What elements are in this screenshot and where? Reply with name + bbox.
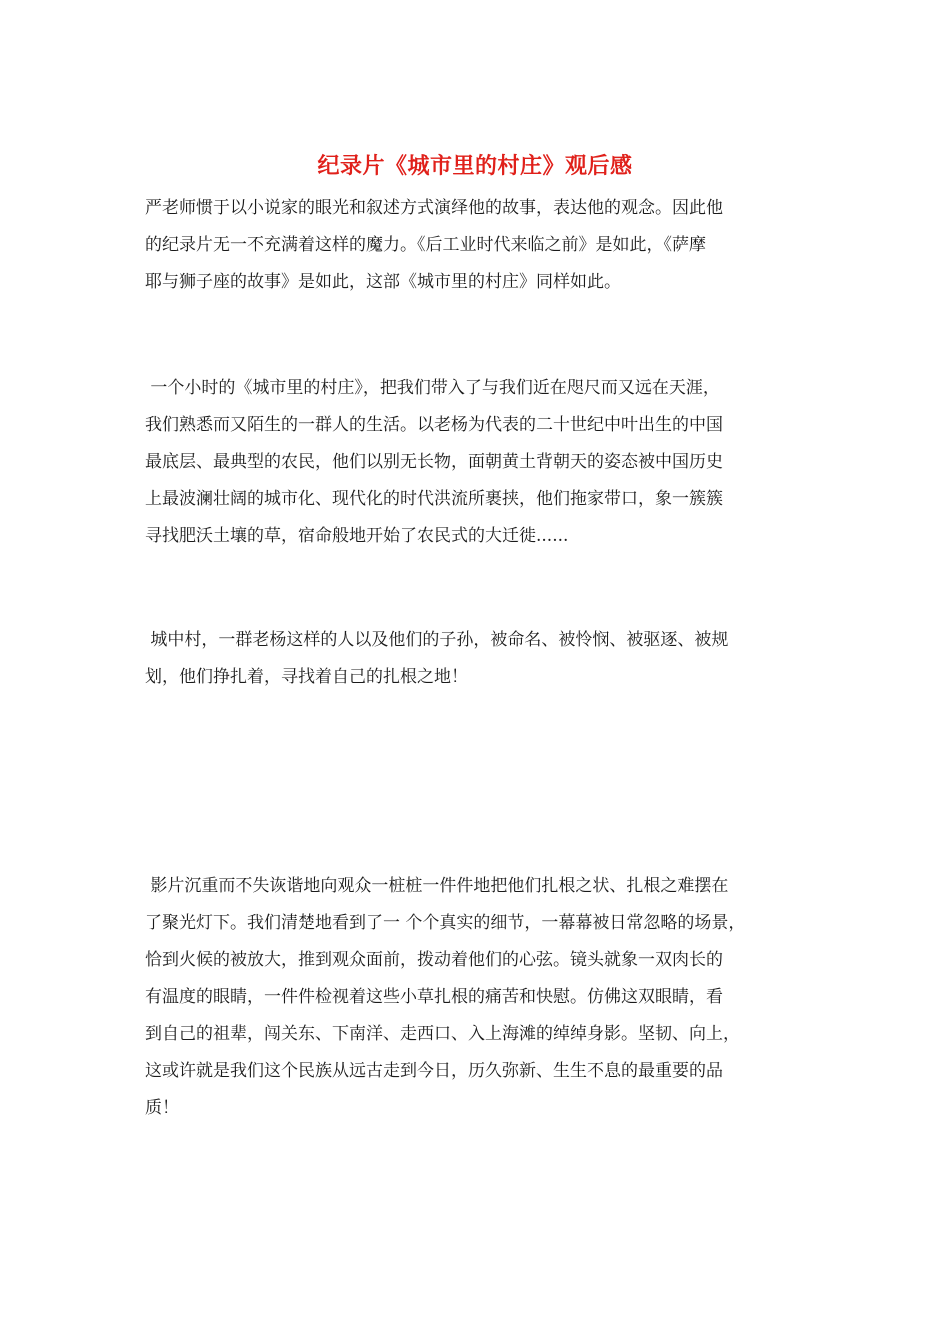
paragraph-line: 上最波澜壮阔的城市化、现代化的时代洪流所裹挟，他们拖家带口，象一簇簇 — [145, 489, 723, 509]
paragraph-line: 我们熟悉而又陌生的一群人的生活。以老杨为代表的二十世纪中叶出生的中国 — [145, 415, 723, 435]
paragraph-line: 最底层、最典型的农民，他们以别无长物，面朝黄土背朝天的姿态被中国历史 — [145, 452, 723, 472]
paragraph-line: 影片沉重而不失诙谐地向观众一桩桩一件件地把他们扎根之状、扎根之难摆在 — [145, 876, 729, 896]
paragraph-line: 的纪录片无一不充满着这样的魔力。《后工业时代来临之前》是如此，《萨摩 — [145, 235, 706, 255]
paragraph-line: 寻找肥沃土壤的草，宿命般地开始了农民式的大迁徙...... — [145, 526, 569, 546]
paragraph-line: 到自己的祖辈，闯关东、下南洋、走西口、入上海滩的绰绰身影。坚韧、向上， — [145, 1024, 740, 1044]
paragraph-2 — [145, 370, 810, 555]
paragraph-line: 划，他们挣扎着，寻找着自己的扎根之地！ — [145, 667, 468, 687]
paragraph-line: 这或许就是我们这个民族从远古走到今日，历久弥新、生生不息的最重要的品 — [145, 1061, 723, 1081]
paragraph-line: 恰到火候的被放大，推到观众面前，拨动着他们的心弦。镜头就象一双肉长的 — [145, 950, 723, 970]
paragraph-line: 了聚光灯下。我们清楚地看到了一 个个真实的细节，一幕幕被日常忽略的场景， — [145, 913, 746, 933]
paragraph-line: 一个小时的《城市里的村庄》，把我们带入了与我们近在咫尺而又远在天涯， — [145, 378, 720, 398]
paragraph-3 — [145, 622, 810, 696]
paragraph-1 — [145, 190, 810, 301]
paragraph-line: 严老师惯于以小说家的眼光和叙述方式演绎他的故事，表达他的观念。因此他 — [145, 198, 723, 218]
paragraph-line: 质！ — [145, 1098, 179, 1118]
paragraph-line: 有温度的眼睛，一件件检视着这些小草扎根的痛苦和快慰。仿佛这双眼睛，看 — [145, 987, 723, 1007]
paragraph-line: 城中村，一群老杨这样的人以及他们的子孙，被命名、被怜悯、被驱逐、被规 — [145, 630, 729, 650]
paragraph-line: 耶与狮子座的故事》是如此，这部《城市里的村庄》同样如此。 — [145, 272, 621, 292]
document-title: 纪录片《城市里的村庄》观后感 — [317, 154, 633, 179]
paragraph-4 — [145, 868, 810, 1127]
